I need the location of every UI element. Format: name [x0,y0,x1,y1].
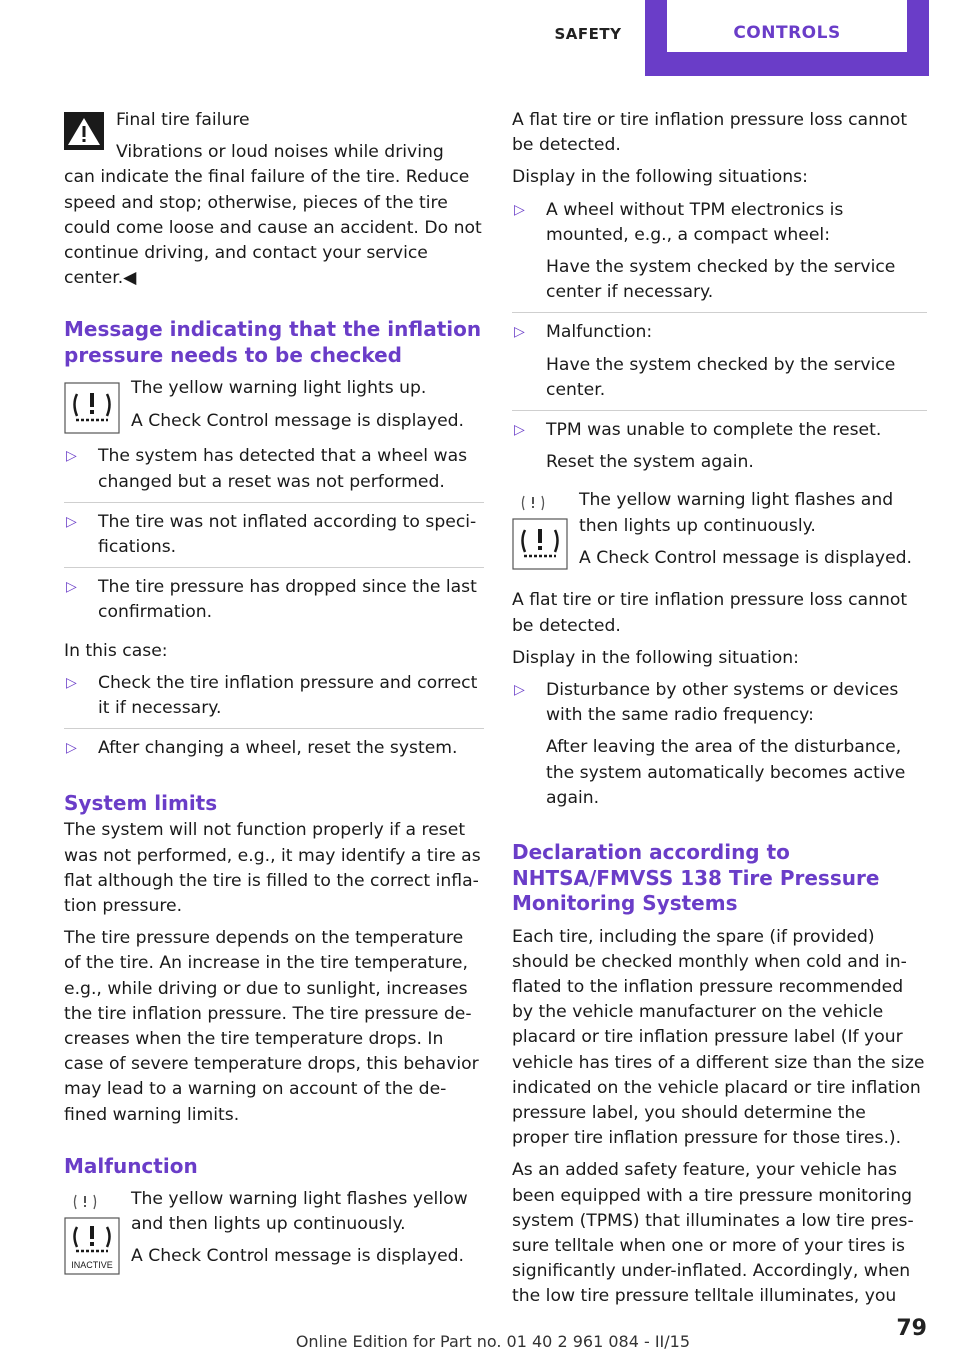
display-situation: Display in the following situation: [512,647,799,668]
tab-safety[interactable]: SAFETY [554,25,622,43]
malf-light1: The yellow warning light flashes yellow and then lights up continuously. [131,1188,468,1235]
msg-heading: Message indicating that the inflation pressure needs to be checked [64,317,482,367]
list-item: ▷ The tire pressure has dropped since the last confirmation. [66,577,477,623]
flashing-indicator-icon [520,494,546,512]
declaration-heading: Declaration according to NHTSA/FMVSS 138 Tire Pressure Monitoring Systems [512,840,880,916]
final-failure-text2: can indicate the final failure of the tire. Reduce speed and stop; otherwise, pieces of the tire could come loose and cause an accident. Do not continue driving, and contact your service center.◀ [64,167,482,289]
flashing-indicator-icon [72,1193,98,1211]
list-item: ▷ Check the tire inflation pressure and correct it if necessary. [64,671,484,729]
display-situations: Display in the following situations: [512,167,808,188]
limits-p1: The system will not function properly if a reset was not performed, e.g., it may identify a tire as flat although the tire is filled to the correct infla‐tion pressure. [64,820,481,917]
list-item: ▷ The tire was not inflated according to speci‐fications. [64,510,484,568]
edition-text: Online Edition for Part no. 01 40 2 961 084 - II/15 [295,1332,690,1351]
bullet-arrow-icon: ▷ [514,422,525,439]
left-column [64,108,484,1303]
list-item: ▷ TPM was unable to complete the reset. Reset the system again. [514,420,882,473]
list-item: ▷ A wheel without TPM electronics is mounted, e.g., a compact wheel: Have the system checked by the service center if necessary. [512,198,927,314]
malfunction-light-block [64,1187,484,1295]
list-item: ▷ The system has detected that a wheel was changed but a reset was not performed. [64,444,484,502]
list-item: ▷ After changing a wheel, reset the system. [64,736,484,768]
flat-tire-note1: A flat tire or tire inflation pressure loss cannot be detected. [512,110,908,156]
situation2-list [512,678,927,818]
flash-light1: The yellow warning light flashes and then lights up continuously. [579,490,894,536]
bullet-arrow-icon: ▷ [66,579,77,596]
malf-light2: A Check Control message is displayed. [131,1246,465,1267]
case-list [64,671,484,769]
final-failure-title: Final tire failure [116,110,250,130]
tab-controls-label: CONTROLS [667,0,907,52]
right-column [512,108,927,1317]
tire-pressure-warning-icon [64,382,120,434]
flat-tire-note2: A flat tire or tire inflation pressure loss cannot be detected. [512,590,908,636]
final-failure-warning [64,108,484,165]
msg-light2: A Check Control message is displayed. [131,410,465,431]
declaration-p1: Each tire, including the spare (if provided) should be checked monthly when cold and in‐flated to the inflation pressure recommended by the vehicle manufacturer on the vehicle placard or tire inflation pressure label (If your vehicle has tires of a different size than the size indicated on the vehicle placard or tire inflation pressure label, you should determine the proper tire inflation pressure for those tires.). [512,926,925,1149]
msg-light1: The yellow warning light lights up. [131,378,427,399]
bullet-arrow-icon: ▷ [514,324,525,341]
msg-list [64,444,484,632]
bullet-arrow-icon: ▷ [66,740,77,757]
final-failure-text1: Vibrations or loud noises while driving [116,142,444,163]
list-item: ▷ Malfunction: Have the system checked by the service center. [512,320,927,411]
flash-light2: A Check Control message is displayed. [579,547,913,568]
bullet-arrow-icon: ▷ [66,674,77,691]
bullet-arrow-icon: ▷ [66,513,77,530]
limits-p2: The tire pressure depends on the temperature of the tire. An increase in the tire temperature, e.g., while driving or due to sunlight, increases the tire inflation pressure. The tire pressure de‐creases when the tire temperature drops. In case of severe temperature drops, this behavior may lead to a warning on account of the de‐fined warning limits. [64,928,479,1125]
warning-triangle-icon [64,112,104,150]
malfunction-heading: Malfunction [64,1153,198,1178]
in-this-case: In this case: [64,640,168,661]
page-footer [0,1316,960,1362]
situations-list [512,198,927,483]
inactive-label: INACTIVE [71,1259,113,1270]
list-item: ▷ Disturbance by other systems or devices with the same radio frequency: After leaving the area of the disturbance, the system automatically becomes active again. [514,680,906,808]
flashing-light-block [512,488,927,580]
tire-pressure-warning-icon [512,518,568,570]
yellow-light-block [64,376,484,436]
page-number: 79 [896,1316,927,1341]
tab-controls[interactable] [645,0,929,76]
system-limits-heading: System limits [64,791,218,816]
declaration-p2: As an added safety feature, your vehicle has been equipped with a tire pressure monitoring system (TPMS) that illuminates a low tire pres‐sure telltale when one or more of your tires is significantly under-inflated. Accordingly, when the low tire pressure telltale illuminates, you [512,1160,914,1307]
bullet-arrow-icon: ▷ [66,448,77,465]
bullet-arrow-icon: ▷ [514,201,525,218]
tpm-inactive-icon [64,1217,120,1275]
bullet-arrow-icon: ▷ [514,682,525,699]
